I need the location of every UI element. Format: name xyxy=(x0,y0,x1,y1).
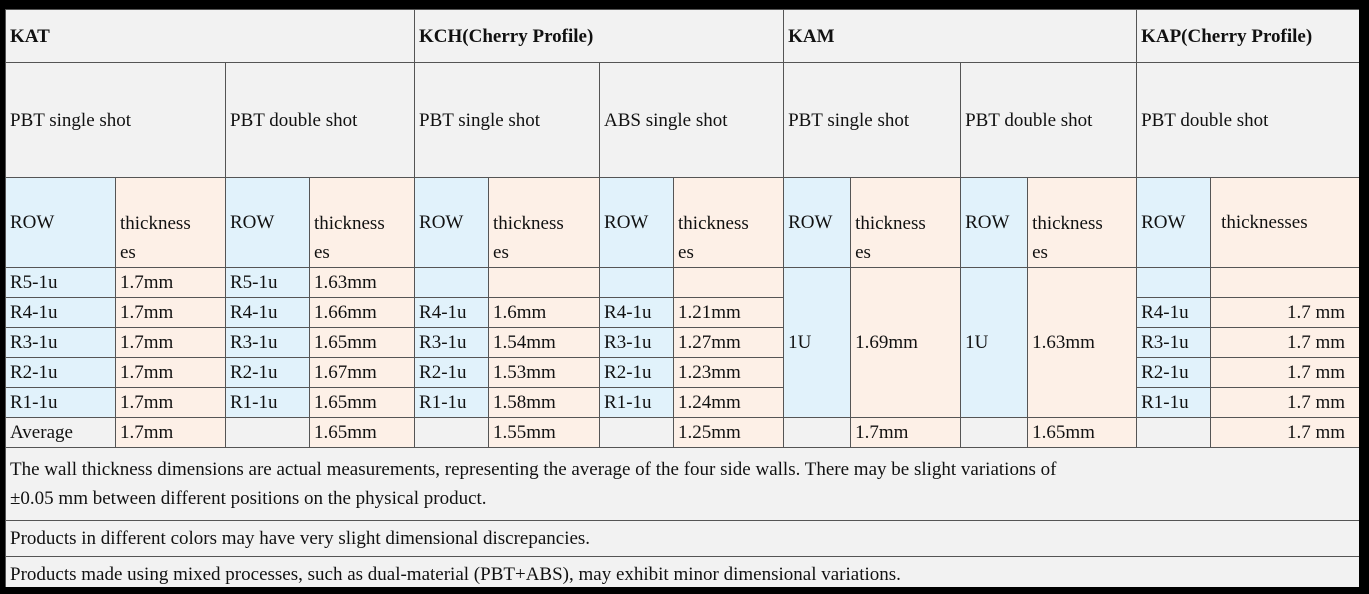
brand-kch: KCH(Cherry Profile) xyxy=(415,10,784,63)
value-cell: 1.7 mm xyxy=(1211,388,1359,418)
row-cell: R2-1u xyxy=(1137,358,1211,388)
note-row xyxy=(6,521,1360,557)
row-col-header: ROW xyxy=(415,178,489,268)
row-cell: R2-1u xyxy=(600,358,674,388)
row-cell: R4-1u xyxy=(415,298,489,328)
value-cell: 1.7mm xyxy=(116,358,226,388)
note-colors: Products in different colors may have very slight dimensional discrepancies. xyxy=(6,521,1360,557)
row-cell: R4-1u xyxy=(6,298,116,328)
thickness-col-header: thickness es xyxy=(1028,178,1137,268)
average-label: Average xyxy=(6,418,116,448)
value-cell: 1.7mm xyxy=(116,268,226,298)
material-kap-double: PBT double shot xyxy=(1137,63,1359,178)
row-cell xyxy=(415,268,489,298)
value-cell: 1.58mm xyxy=(489,388,600,418)
value-cell: 1.27mm xyxy=(674,328,784,358)
row-cell: R1-1u xyxy=(6,388,116,418)
value-cell: 1.65mm xyxy=(310,388,415,418)
value-cell: 1.65mm xyxy=(310,328,415,358)
average-empty-cell xyxy=(226,418,310,448)
value-cell: 1.23mm xyxy=(674,358,784,388)
material-kat-single: PBT single shot xyxy=(6,63,226,178)
average-kap: 1.7 mm xyxy=(1211,418,1359,448)
row-col-header: ROW xyxy=(6,178,116,268)
row-cell: R5-1u xyxy=(6,268,116,298)
thickness-col-header: thickness es xyxy=(116,178,226,268)
material-header-row xyxy=(6,63,1360,178)
material-kch-abs: ABS single shot xyxy=(600,63,784,178)
thickness-spec-table xyxy=(5,9,1359,587)
row-col-header: ROW xyxy=(784,178,851,268)
average-row xyxy=(6,418,1360,448)
row-cell: R2-1u xyxy=(226,358,310,388)
value-cell: 1.7mm xyxy=(116,388,226,418)
table-row xyxy=(6,268,1360,298)
row-col-header: ROW xyxy=(600,178,674,268)
row-col-header: ROW xyxy=(1137,178,1211,268)
value-cell: 1.7 mm xyxy=(1211,298,1359,328)
row-cell: R1-1u xyxy=(1137,388,1211,418)
value-cell xyxy=(489,268,600,298)
row-cell: R3-1u xyxy=(1137,328,1211,358)
average-empty-cell xyxy=(961,418,1028,448)
note-measurement: The wall thickness dimensions are actual measurements, representing the average of the four side walls. There may be slight variations of ±0.05 mm between different positions on the physical product. xyxy=(6,448,1360,521)
row-cell: R4-1u xyxy=(1137,298,1211,328)
row-cell: R3-1u xyxy=(600,328,674,358)
row-cell: R4-1u xyxy=(226,298,310,328)
row-cell: R3-1u xyxy=(226,328,310,358)
average-empty-cell xyxy=(784,418,851,448)
value-cell: 1.54mm xyxy=(489,328,600,358)
row-cell xyxy=(600,268,674,298)
material-kam-single: PBT single shot xyxy=(784,63,961,178)
spec-table-frame xyxy=(5,9,1359,587)
kam-double-row-cell: 1U xyxy=(961,268,1028,418)
value-cell: 1.6mm xyxy=(489,298,600,328)
brand-header-row xyxy=(6,10,1360,63)
table-row xyxy=(6,298,1360,328)
average-kam-single: 1.7mm xyxy=(851,418,961,448)
thickness-col-header: thickness es xyxy=(489,178,600,268)
table-row xyxy=(6,358,1360,388)
note-mixed-process: Products made using mixed processes, such as dual-material (PBT+ABS), may exhibit minor dimensional variations. xyxy=(6,557,1360,588)
material-kam-double: PBT double shot xyxy=(961,63,1137,178)
average-kch-abs: 1.25mm xyxy=(674,418,784,448)
table-row xyxy=(6,388,1360,418)
row-cell: R2-1u xyxy=(6,358,116,388)
thickness-col-header: thickness es xyxy=(674,178,784,268)
row-col-header: ROW xyxy=(226,178,310,268)
material-kch-pbt: PBT single shot xyxy=(415,63,600,178)
row-cell: R1-1u xyxy=(415,388,489,418)
row-cell: R2-1u xyxy=(415,358,489,388)
table-row xyxy=(6,328,1360,358)
average-empty-cell xyxy=(415,418,489,448)
brand-kam: KAM xyxy=(784,10,1137,63)
note-row xyxy=(6,448,1360,521)
average-empty-cell xyxy=(1137,418,1211,448)
value-cell: 1.67mm xyxy=(310,358,415,388)
value-cell: 1.7mm xyxy=(116,328,226,358)
average-kat-double: 1.65mm xyxy=(310,418,415,448)
kam-single-value-cell: 1.69mm xyxy=(851,268,961,418)
note-row xyxy=(6,557,1360,588)
row-col-header: ROW xyxy=(961,178,1028,268)
row-cell: R1-1u xyxy=(226,388,310,418)
brand-kat: KAT xyxy=(6,10,415,63)
value-cell: 1.53mm xyxy=(489,358,600,388)
row-cell: R5-1u xyxy=(226,268,310,298)
row-cell: R3-1u xyxy=(415,328,489,358)
average-kat-single: 1.7mm xyxy=(116,418,226,448)
row-cell: R4-1u xyxy=(600,298,674,328)
brand-kap: KAP(Cherry Profile) xyxy=(1137,10,1359,63)
row-cell: R3-1u xyxy=(6,328,116,358)
row-cell xyxy=(1137,268,1211,298)
thickness-col-header: thickness es xyxy=(851,178,961,268)
value-cell: 1.7mm xyxy=(116,298,226,328)
value-cell xyxy=(1211,268,1359,298)
thickness-col-header: thicknesses xyxy=(1211,178,1359,268)
material-kat-double: PBT double shot xyxy=(226,63,415,178)
value-cell: 1.63mm xyxy=(310,268,415,298)
column-header-row xyxy=(6,178,1360,268)
row-cell: R1-1u xyxy=(600,388,674,418)
value-cell: 1.66mm xyxy=(310,298,415,328)
kam-double-value-cell: 1.63mm xyxy=(1028,268,1137,418)
value-cell xyxy=(674,268,784,298)
average-kam-double: 1.65mm xyxy=(1028,418,1137,448)
average-empty-cell xyxy=(600,418,674,448)
value-cell: 1.7 mm xyxy=(1211,328,1359,358)
kam-single-row-cell: 1U xyxy=(784,268,851,418)
value-cell: 1.7 mm xyxy=(1211,358,1359,388)
value-cell: 1.24mm xyxy=(674,388,784,418)
thickness-col-header: thickness es xyxy=(310,178,415,268)
value-cell: 1.21mm xyxy=(674,298,784,328)
average-kch-pbt: 1.55mm xyxy=(489,418,600,448)
